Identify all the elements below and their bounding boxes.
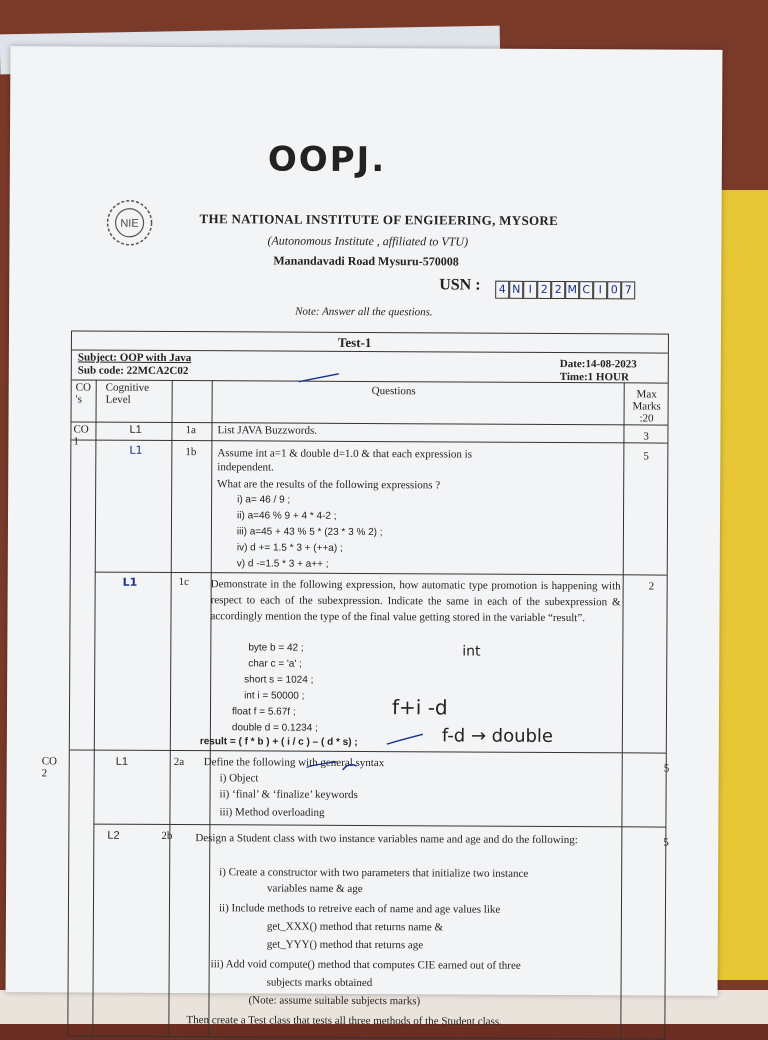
q2a-item: ii) ‘final’ & ‘finalize’ keywords	[219, 788, 358, 801]
q1b-num: 1b	[185, 446, 197, 459]
q1b-level: L1	[129, 443, 143, 457]
usn-char: I	[593, 281, 607, 299]
q2b-num: 2b	[161, 829, 173, 843]
q1b-item: iii) a=45 + 43 % 5 * (23 * 3 % 2) ;	[236, 526, 383, 539]
q1c-code: short s = 1024 ;	[244, 674, 314, 686]
usn-char: N	[509, 281, 523, 299]
usn-label: USN :	[439, 276, 481, 294]
instructions-note: Note: Answer all the questions.	[295, 305, 433, 319]
q2b-level: L2	[107, 829, 120, 842]
q1c-result: result = ( f * b ) + ( i / c ) – ( d * s) ;	[199, 736, 358, 748]
usn-char: 2	[537, 281, 551, 299]
q2b-item: iii) Add void compute() method that computes CIE earned out of three	[210, 958, 521, 972]
header-max-marks: Max Marks :20	[632, 388, 661, 425]
q1c-num: 1c	[178, 576, 190, 589]
q1a-text: List JAVA Buzzwords.	[217, 424, 318, 437]
q1b-item: iv) d += 1.5 * 3 + (++a) ;	[236, 542, 343, 554]
header-co: CO 's	[75, 381, 92, 406]
q1b-item: i) a= 46 / 9 ;	[237, 494, 291, 506]
co-2: CO 2	[41, 755, 58, 780]
q2a-num: 2a	[173, 756, 185, 769]
q2a-level: L1	[115, 755, 129, 768]
header-questions: Questions	[371, 385, 416, 398]
handwritten-note: f+i -d	[391, 695, 448, 720]
sub-code: Sub code: 22MCA2C02	[77, 364, 189, 378]
q1b-marks: 5	[643, 450, 649, 463]
co-1: CO 1	[73, 423, 89, 448]
q1b-text1: Assume int a=1 & double d=1.0 & that each expression is independent.	[217, 447, 473, 474]
q2a-text: Define the following with general syntax	[203, 756, 385, 770]
q2a-item: iii) Method overloading	[219, 806, 325, 819]
handwritten-title: OOPJ.	[267, 139, 387, 181]
q2b-marks: 5	[663, 836, 669, 849]
question-paper	[6, 46, 723, 1028]
q2b-item: ii) Include methods to retreive each of name and age values like	[218, 902, 501, 916]
q1b-item: ii) a=46 % 9 + 4 * 4-2 ;	[236, 510, 337, 522]
q2b-item: i) Create a constructor with two parameters that initialize two instance	[219, 866, 529, 880]
usn-char: M	[565, 281, 579, 299]
q2b-footer: Then create a Test class that tests all three methods of the Student class.	[186, 1014, 502, 1028]
q2b-item: get_XXX() method that returns name &	[266, 920, 444, 934]
header-cognitive: Cognitive Level	[105, 381, 150, 406]
usn-char: C	[579, 281, 593, 299]
q2b-text: Design a Student class with two instance variables name and age and do the following:	[195, 832, 578, 847]
test-time: Time:1 HOUR	[559, 371, 629, 384]
q1c-marks: 2	[648, 580, 655, 593]
q1c-code: double d = 0.1234 ;	[231, 722, 318, 734]
q1c-code: byte b = 42 ;	[248, 642, 304, 654]
q1c-code: int i = 50000 ;	[244, 690, 305, 702]
q1a-marks: 3	[643, 430, 649, 443]
handwritten-note: f-d → double	[441, 725, 554, 747]
q2b-item: subjects marks obtained	[266, 976, 373, 990]
q1a-num: 1a	[185, 424, 196, 437]
handwritten-note: int	[462, 643, 481, 660]
q1c-code: float f = 5.67f ;	[231, 706, 296, 718]
logo-text: NIE	[120, 217, 139, 230]
subject: Subject: OOP with Java	[77, 351, 192, 365]
institute-name: THE NATIONAL INSTITUTE OF ENGIEERING, MYSORE	[199, 211, 559, 229]
q1c-level: L1	[122, 575, 138, 589]
q1c-text: Demonstrate in the following expression, how automatic type promotion is happening with respect to each of the subexpression. Indicate the same in each of the subexpression & accordingly mention the type of the final value getting stored in the variable “result”.	[210, 578, 621, 625]
q2b-item: variables name & age	[267, 882, 363, 895]
usn-char: I	[523, 281, 537, 299]
usn-char: 0	[607, 281, 621, 299]
q2a-marks: 5	[663, 762, 670, 775]
usn-char: 7	[621, 281, 635, 299]
institute-subtitle: (Autonomous Institute , affiliated to VTU)	[267, 233, 469, 249]
test-date: Date:14-08-2023	[559, 358, 637, 371]
test-title: Test-1	[337, 334, 372, 351]
q1c-code: char c = 'a' ;	[248, 658, 302, 670]
q2b-item: get_YYY() method that returns age	[266, 938, 424, 952]
q2b-item: (Note: assume suitable subjects marks)	[248, 994, 421, 1008]
usn-char: 2	[551, 281, 565, 299]
q1b-item: v) d -=1.5 * 3 + a++ ;	[236, 558, 329, 570]
q1b-text2: What are the results of the following expressions ?	[217, 478, 441, 492]
q2a-item: i) Object	[219, 772, 259, 785]
institute-address: Manandavadi Road Mysuru-570008	[273, 253, 459, 269]
pen-marks	[6, 46, 723, 996]
usn-char: 4	[495, 281, 509, 299]
q1a-level: L1	[129, 423, 142, 436]
